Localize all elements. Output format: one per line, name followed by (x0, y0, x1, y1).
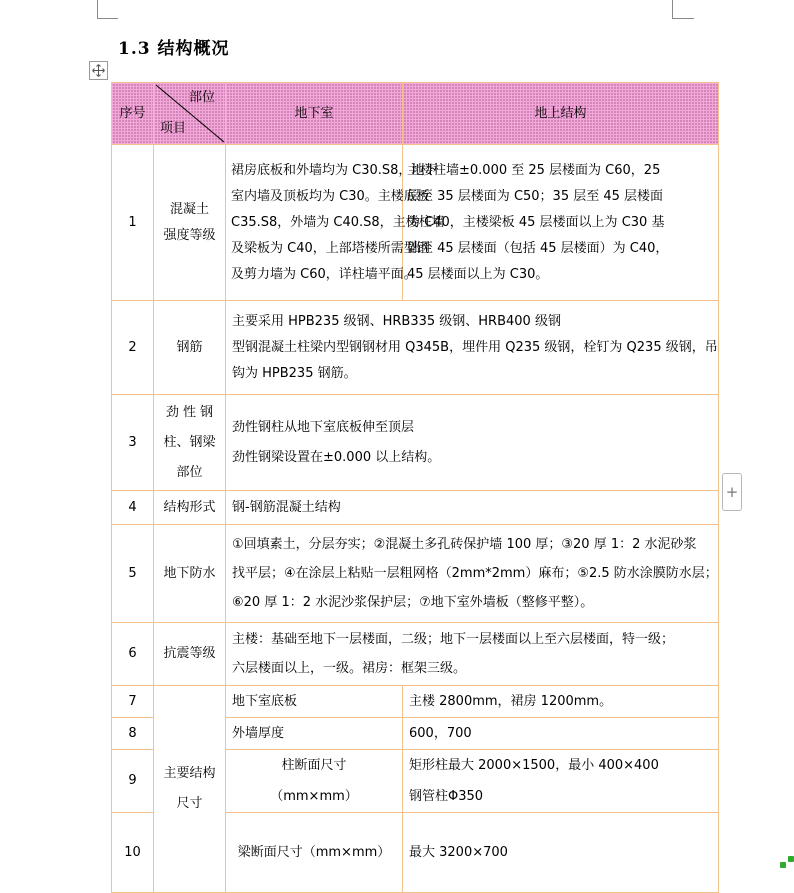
row-no: 7 (112, 686, 154, 718)
group-item (154, 686, 226, 893)
table-row (112, 145, 719, 301)
size-value: 主楼 2800mm，裙房 1200mm。 (403, 686, 719, 718)
row-item-line: 劲 性 钢 (165, 404, 214, 420)
text-line: 层至 35 层楼面为 C50；35 层至 45 层楼面 (407, 188, 664, 204)
text-line: 六层楼面以上，一级。裙房：框架三级。 (232, 661, 467, 676)
size-value: 最大 3200×700 (403, 813, 719, 893)
size-value (403, 750, 719, 813)
row-content: 钢-钢筋混凝土结构 (226, 491, 719, 525)
size-label (226, 750, 403, 813)
row-no: 2 (112, 301, 154, 395)
size-label: 外墙厚度 (226, 718, 403, 750)
row-item: 钢筋 (154, 301, 226, 395)
row-item: 结构形式 (154, 491, 226, 525)
above-ground-cell (403, 145, 719, 301)
size-value: 600，700 (403, 718, 719, 750)
header-diag-bottom: 项目 (160, 121, 187, 136)
text-line: 为 C40，主楼梁板 45 层楼面以上为 C30 基 (407, 214, 665, 230)
header-basement: 地下室 (226, 83, 403, 145)
size-label: 地下室底板 (226, 686, 403, 718)
section-heading: 1.3 结构概况 (118, 39, 230, 59)
row-no: 6 (112, 623, 154, 686)
text-line: ①回填素土，分层夯实；②混凝土多孔砖保护墙 100 厚；③20 厚 1：2 水泥砂浆 (232, 537, 697, 552)
text-line: 钢管柱Φ350 (409, 789, 484, 804)
text-line: ⑥20 厚 1：2 水泥沙浆保护层；⑦地下室外墙板（整修平整）。 (232, 595, 594, 610)
text-line: 及梁板为 C40，上部塔楼所需型钢 (231, 240, 430, 256)
move-handle-icon (92, 64, 105, 77)
text-line: C35.S8，外墙为 C40.S8，主楼柱墙 (231, 214, 445, 230)
text-line: 础至 45 层楼面（包括 45 层楼面）为 C40， (407, 240, 669, 256)
row-item: 抗震等级 (154, 623, 226, 686)
header-diag-top: 部位 (188, 90, 215, 105)
plus-icon: + (725, 483, 739, 501)
table-move-handle[interactable] (89, 61, 108, 80)
page-corner-mark-right-v (672, 0, 673, 18)
text-line: 钩为 HPB235 钢筋。 (232, 365, 357, 381)
row-content (226, 623, 719, 686)
header-diagonal-cell (154, 83, 226, 145)
row-content (226, 301, 719, 395)
row-content (226, 525, 719, 623)
page-corner-mark-right-h (672, 18, 694, 19)
row-no: 1 (112, 145, 154, 301)
status-dot (780, 862, 786, 868)
table-row (112, 525, 719, 623)
row-item-line: 部位 (176, 464, 203, 480)
header-col-no: 序号 (112, 83, 154, 145)
row-item-line: 强度等级 (163, 227, 216, 243)
row-item (154, 395, 226, 491)
text-line: 劲性钢梁设置在±0.000 以上结构。 (232, 449, 441, 465)
text-line: 矩形柱最大 2000×1500，最小 400×400 (409, 758, 659, 773)
table-row (112, 301, 719, 395)
page-corner-mark-left-v (97, 0, 98, 18)
table-header-row (112, 83, 719, 145)
row-no: 8 (112, 718, 154, 750)
text-line: 找平层；④在涂层上粘贴一层粗网格（2mm*2mm）麻布；⑤2.5 防水涂膜防水层； (232, 566, 718, 581)
basement-cell (226, 145, 445, 301)
status-dot (788, 856, 794, 862)
structure-table (111, 82, 719, 893)
text-line: 主楼：基础至地下一层楼面，二级；地下一层楼面以上至六层楼面，特一级； (232, 632, 675, 647)
table-row (112, 623, 719, 686)
row-no: 3 (112, 395, 154, 491)
row-item-line: 混凝土 (169, 201, 209, 217)
row-no: 9 (112, 750, 154, 813)
row-no: 5 (112, 525, 154, 623)
size-label: 梁断面尺寸（mm×mm） (226, 813, 403, 893)
row-item-line: 尺寸 (176, 796, 203, 811)
page-corner-mark-left-h (97, 18, 118, 19)
text-line: 及剪力墙为 C60，详柱墙平面。 (231, 266, 417, 282)
text-line: 裙房底板和外墙均为 C30.S8，地下 (231, 162, 438, 178)
row-item: 地下防水 (154, 525, 226, 623)
table-row (112, 395, 719, 491)
row-content (226, 395, 719, 491)
text-line: 主要采用 HPB235 级钢、HRB335 级钢、HRB400 级钢 (232, 313, 561, 329)
text-line: （mm×mm） (270, 789, 358, 804)
text-line: 柱断面尺寸 (281, 758, 347, 773)
add-column-button[interactable] (722, 473, 742, 511)
table-row (112, 491, 719, 525)
text-line: 室内墙及顶板均为 C30。主楼底板 (231, 188, 430, 204)
row-item-line: 主要结构 (163, 766, 216, 781)
text-line: 型钢混凝土柱梁内型钢钢材用 Q345B，埋件用 Q235 级钢，栓钉为 Q235 级钢，吊 (232, 339, 718, 355)
text-line: 劲性钢柱从地下室底板伸至顶层 (232, 419, 415, 435)
row-no: 10 (112, 813, 154, 893)
text-line: 45 层楼面以上为 C30。 (407, 266, 549, 282)
row-no: 4 (112, 491, 154, 525)
table-row (112, 686, 719, 718)
header-above-ground: 地上结构 (403, 83, 719, 145)
row-item (154, 145, 226, 301)
text-line: 主楼柱墙±0.000 至 25 层楼面为 C60，25 (407, 162, 661, 178)
row-item-line: 柱、钢梁 (163, 434, 216, 450)
